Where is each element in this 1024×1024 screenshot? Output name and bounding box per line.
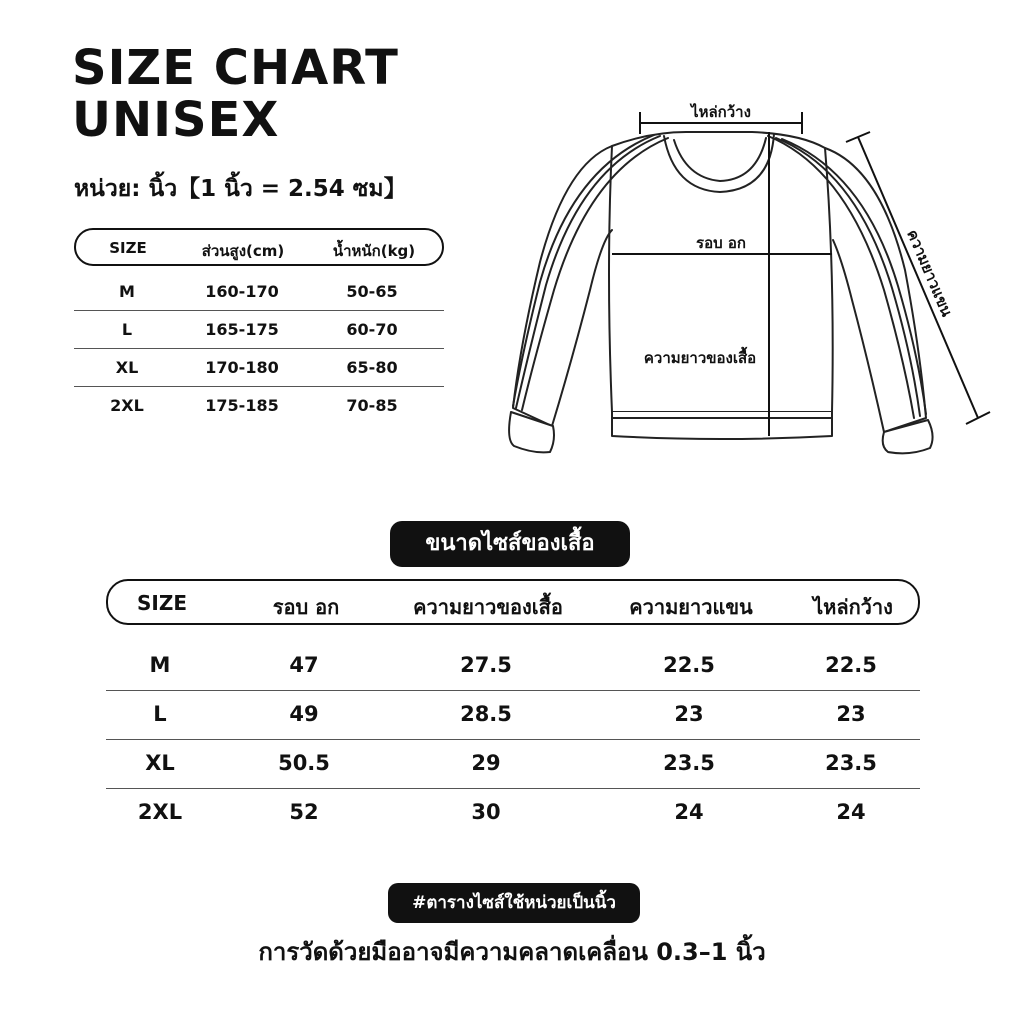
- chest-cell: 50.5: [278, 751, 330, 775]
- shoulder-label: ไหล่กว้าง: [691, 103, 751, 121]
- measurement-note: การวัดด้วยมืออาจมีความคลาดเคลื่อน 0.3–1 นิ้ว: [258, 938, 766, 966]
- sleeve-cell: 23.5: [663, 751, 715, 775]
- fit-weight: 65-80: [346, 358, 398, 377]
- size-table-row: [106, 690, 920, 740]
- fit-size: XL: [115, 358, 139, 377]
- size-table-row: [106, 641, 920, 691]
- sleeve-cell: 22.5: [663, 653, 715, 677]
- body-length-label: ความยาวของเสื้อ: [643, 349, 757, 367]
- size-table-row: [106, 739, 920, 789]
- shoulder-cell: 23.5: [825, 751, 877, 775]
- size-header-length: ความยาวของเสื้อ: [413, 595, 563, 619]
- chest-cell: 52: [289, 800, 319, 824]
- size-header-shoulder: ไหล่กว้าง: [813, 595, 893, 619]
- title-line-1: SIZE CHART: [72, 40, 399, 96]
- fit-size: L: [121, 320, 133, 339]
- fit-weight: 50-65: [346, 282, 398, 301]
- length-cell: 27.5: [460, 653, 512, 677]
- fit-size: M: [119, 282, 135, 301]
- size-cell: L: [153, 702, 167, 726]
- sleeve-length-label: ความยาวแขน: [903, 226, 956, 320]
- fit-header-height: ส่วนสูง(cm): [201, 242, 285, 260]
- fit-table-row: [74, 272, 444, 311]
- unit-note: หน่วย: นิ้ว【1 นิ้ว = 2.54 ซม】: [74, 176, 407, 202]
- fit-weight: 60-70: [346, 320, 398, 339]
- fit-table-row: [74, 386, 444, 424]
- shoulder-cell: 22.5: [825, 653, 877, 677]
- hashtag-badge: #ตารางไซส์ใช้หน่วยเป็นนิ้ว: [388, 883, 640, 923]
- size-table-section-label: ขนาดไซส์ของเสื้อ: [390, 521, 630, 567]
- shoulder-cell: 23: [836, 702, 866, 726]
- size-header-size: SIZE: [136, 591, 187, 615]
- sleeve-cell: 24: [674, 800, 704, 824]
- size-table-header: [106, 579, 920, 625]
- length-cell: 30: [471, 800, 501, 824]
- fit-weight: 70-85: [346, 396, 398, 415]
- size-cell: M: [149, 653, 171, 677]
- chest-cell: 49: [289, 702, 319, 726]
- fit-table-row: [74, 310, 444, 349]
- chest-cell: 47: [289, 653, 319, 677]
- fit-height: 170-180: [205, 358, 279, 377]
- fit-table-header: [74, 228, 444, 266]
- sweater-measurement-diagram: [500, 95, 1010, 470]
- size-cell: XL: [145, 751, 175, 775]
- size-table-row: [106, 788, 920, 837]
- size-header-chest: รอบ อก: [272, 595, 340, 619]
- size-cell: 2XL: [137, 800, 183, 824]
- size-header-sleeve: ความยาวแขน: [629, 595, 753, 619]
- fit-height: 175-185: [205, 396, 279, 415]
- title-line-2: UNISEX: [72, 92, 280, 148]
- fit-header-weight: น้ำหนัก(kg): [332, 242, 416, 260]
- fit-header-size: SIZE: [109, 239, 147, 257]
- fit-height: 160-170: [205, 282, 279, 301]
- shoulder-cell: 24: [836, 800, 866, 824]
- length-cell: 29: [471, 751, 501, 775]
- chest-label: รอบ อก: [696, 234, 746, 252]
- fit-table-row: [74, 348, 444, 387]
- fit-size: 2XL: [110, 396, 144, 415]
- fit-height: 165-175: [205, 320, 279, 339]
- sleeve-cell: 23: [674, 702, 704, 726]
- length-cell: 28.5: [460, 702, 512, 726]
